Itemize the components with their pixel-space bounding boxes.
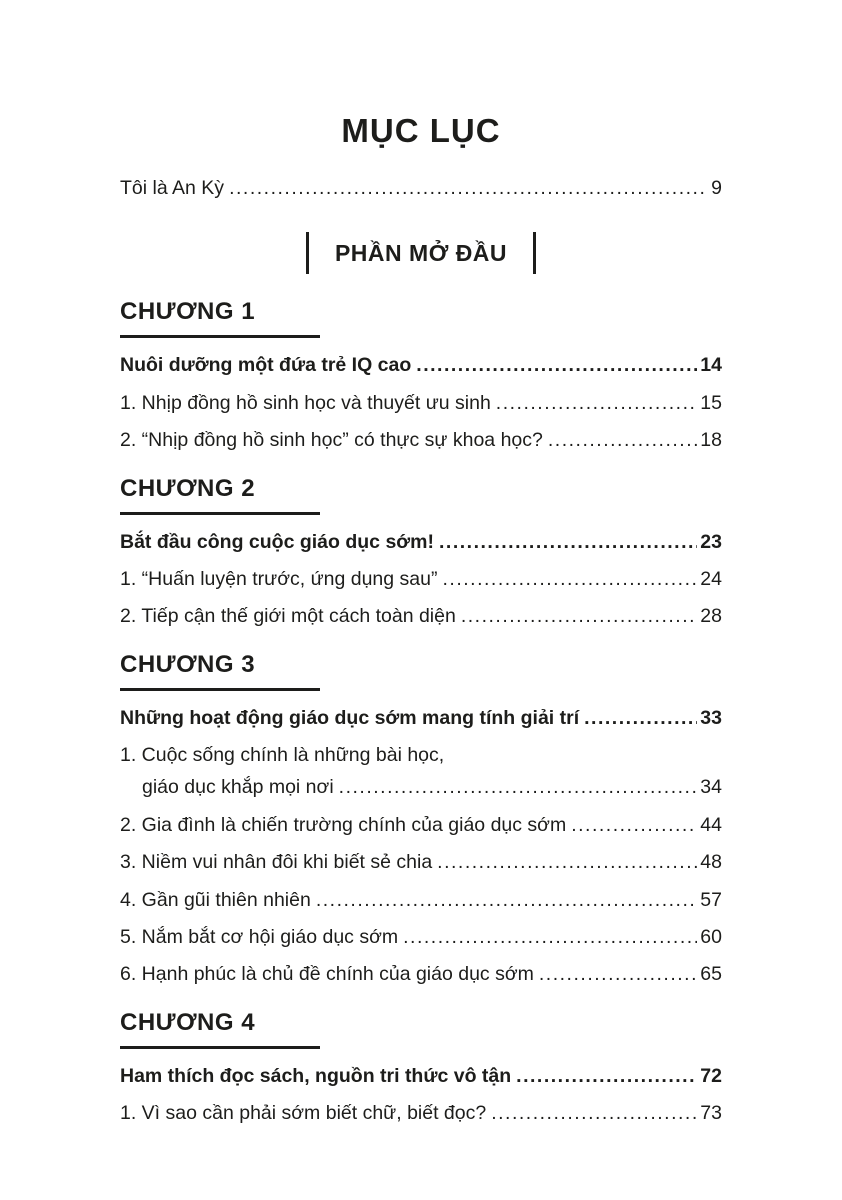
- toc-entry-label: 1. “Huấn luyện trước, ứng dụng sau”: [120, 567, 438, 590]
- leader-dots: [437, 850, 697, 874]
- chapter-1: [120, 298, 722, 452]
- toc-entry-page: 15: [700, 391, 722, 414]
- toc-entry-page: 57: [700, 888, 722, 911]
- toc-entry-label: 1. Nhịp đồng hồ sinh học và thuyết ưu sinh: [120, 391, 491, 414]
- toc-entry-label: Nuôi dưỡng một đứa trẻ IQ cao: [120, 354, 412, 377]
- chapter-3-heading: CHƯƠNG 3: [120, 651, 320, 691]
- toc-entry-line1: 1. Cuộc sống chính là những bài học,: [120, 744, 445, 766]
- leader-dots: [403, 925, 697, 949]
- toc-entry-page: 44: [700, 813, 722, 836]
- leader-dots: [571, 813, 697, 837]
- toc-entry-label: 4. Gần gũi thiên nhiên: [120, 888, 311, 911]
- toc-entry-label: 5. Nắm bắt cơ hội giáo dục sớm: [120, 925, 399, 948]
- part-title: PHẦN MỞ ĐẦU: [334, 239, 508, 266]
- toc-entry: [120, 604, 722, 628]
- toc-entry-page: 33: [700, 706, 722, 729]
- toc-entry-page: 28: [700, 605, 722, 628]
- chapter-4: [120, 1009, 722, 1126]
- toc-entry-label: 1. Vì sao cần phải sớm biết chữ, biết đọc?: [120, 1102, 487, 1124]
- toc-entry-page: 73: [700, 1102, 722, 1124]
- toc-entry-page: 60: [700, 925, 722, 948]
- toc-entry: [120, 428, 722, 452]
- leader-dots: [496, 391, 698, 415]
- toc-entry: [120, 850, 722, 874]
- toc-entry-label: 6. Hạnh phúc là chủ đề chính của giáo dục sớm: [120, 963, 534, 986]
- toc-entry-label: 2. Tiếp cận thế giới một cách toàn diện: [120, 605, 456, 628]
- toc-entry-page: 9: [711, 177, 722, 199]
- page-title: MỤC LỤC: [341, 112, 501, 149]
- toc-entry-line2: [120, 775, 722, 799]
- toc-entry-page: 72: [700, 1064, 722, 1087]
- chapter-4-heading: CHƯƠNG 4: [120, 1009, 320, 1049]
- leader-dots: [339, 775, 698, 799]
- toc-entry-multiline: [120, 743, 722, 800]
- toc-entry-label: 3. Niềm vui nhân đôi khi biết sẻ chia: [120, 851, 433, 874]
- leader-dots: [516, 1064, 697, 1088]
- leader-dots: [539, 962, 697, 986]
- toc-entry-page: 65: [700, 963, 722, 986]
- toc-entry-page: 18: [700, 429, 722, 452]
- leader-dots: [316, 888, 697, 912]
- toc-entry-page: 34: [700, 776, 722, 799]
- toc-entry: [120, 962, 722, 986]
- leader-dots: [416, 353, 697, 377]
- toc-entry-page: 48: [700, 851, 722, 874]
- toc-entry-label: giáo dục khắp mọi nơi: [142, 776, 334, 799]
- chapter-3-title-entry: [120, 706, 722, 730]
- chapter-2-title-entry: [120, 530, 722, 554]
- chapter-2-heading: CHƯƠNG 2: [120, 475, 320, 515]
- toc-entry-intro: [120, 176, 722, 200]
- chapter-1-title-entry: [120, 353, 722, 377]
- toc-entry-page: 14: [700, 354, 722, 377]
- toc-entry-page: 24: [700, 567, 722, 590]
- toc-entry: [120, 925, 722, 949]
- toc-entry-label: 2. Gia đình là chiến trường chính của giáo dục sớm: [120, 813, 567, 836]
- chapter-2: [120, 475, 722, 629]
- part-header: [120, 230, 722, 276]
- chapter-3: [120, 651, 722, 987]
- toc-entry-label: Tôi là An Kỳ: [120, 177, 225, 199]
- leader-dots: [439, 530, 697, 554]
- toc-entry: [120, 1101, 722, 1125]
- toc-entry: [120, 813, 722, 837]
- leader-dots: [442, 567, 697, 591]
- toc-entry: [120, 888, 722, 912]
- leader-dots: [461, 604, 697, 628]
- right-divider-bar: [533, 232, 536, 274]
- toc-entry-label: Những hoạt động giáo dục sớm mang tính giải trí: [120, 706, 580, 729]
- leader-dots: [491, 1101, 697, 1125]
- chapter-4-title-entry: [120, 1064, 722, 1088]
- toc-entry: [120, 391, 722, 415]
- chapter-1-heading: CHƯƠNG 1: [120, 298, 320, 338]
- leader-dots: [584, 706, 697, 730]
- toc-entry-label: 2. “Nhịp đồng hồ sinh học” có thực sự khoa học?: [120, 429, 543, 452]
- toc-entry-page: 23: [700, 530, 722, 553]
- toc-entry-label: Bắt đầu công cuộc giáo dục sớm!: [120, 530, 434, 553]
- toc-entry: [120, 567, 722, 591]
- leader-dots: [229, 176, 708, 200]
- left-divider-bar: [306, 232, 309, 274]
- leader-dots: [548, 428, 697, 452]
- toc-entry-label: Ham thích đọc sách, nguồn tri thức vô tận: [120, 1064, 512, 1087]
